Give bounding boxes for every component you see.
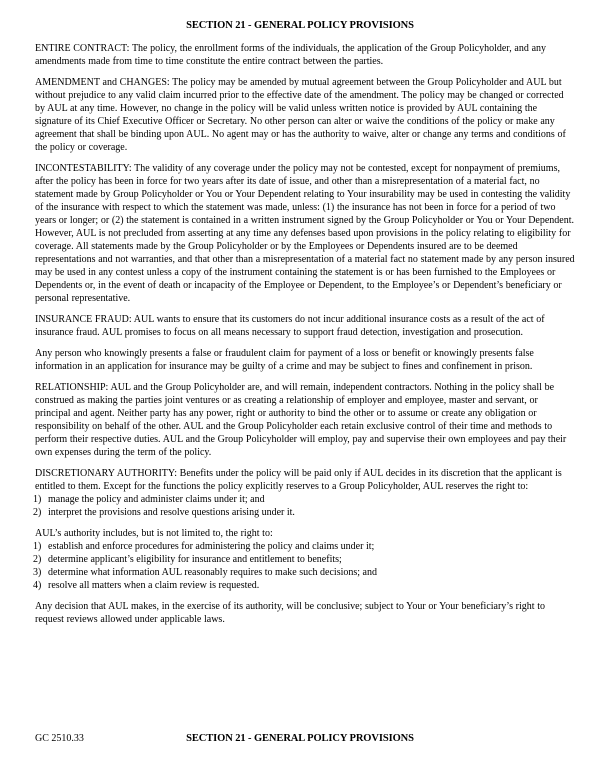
text-block: [35, 381, 576, 459]
paragraph: Any person who knowingly presents a false or fraudulent claim for payment of a loss or benefit or knowingly presents false information in an application for insurance may be guilty of a crime and may be subject to fines and confinement in prison.: [35, 348, 534, 372]
list-item: resolve all matters when a claim review is requested.: [48, 580, 260, 591]
paragraph: ENTIRE CONTRACT: The policy, the enrollment forms of the individuals, the application of the Group Policyholder, and any amendments made from time to time constitute the entire contract between the parties.: [35, 43, 547, 67]
text-block: [35, 76, 576, 154]
paragraph: DISCRETIONARY AUTHORITY: Benefits under the policy will be paid only if AUL decides in its discretion that the applicant is entitled to them. Except for the functions the policy explicitly reserves to a Group Policyholder, AUL reserves the right to:: [35, 468, 562, 492]
list-item: establish and enforce procedures for administering the policy and claims under it;: [48, 541, 375, 552]
footer-section-title: SECTION 21 - GENERAL POLICY PROVISIONS: [186, 733, 414, 744]
numbered-list: [35, 540, 576, 592]
text-block: [35, 467, 576, 519]
text-block: [35, 162, 576, 305]
paragraph: INSURANCE FRAUD: AUL wants to ensure that its customers do not incur additional insurance costs as a result of the act of insurance fraud. AUL promises to focus on all means necessary to support fraud detection, investigation and prosecution.: [35, 314, 545, 338]
numbered-list: [35, 493, 576, 519]
list-item: interpret the provisions and resolve questions arising under it.: [48, 507, 295, 518]
page-title: SECTION 21 - GENERAL POLICY PROVISIONS: [186, 20, 414, 31]
paragraph: AUL’s authority includes, but is not limited to, the right to:: [35, 528, 273, 539]
list-item: manage the policy and administer claims under it; and: [48, 494, 265, 505]
document-body: [35, 42, 576, 634]
text-block: [35, 42, 576, 68]
text-block: [35, 527, 576, 592]
list-item: determine applicant’s eligibility for insurance and entitlement to benefits;: [48, 554, 342, 565]
form-number: GC 2510.33: [35, 733, 84, 744]
text-block: [35, 347, 576, 373]
text-block: [35, 600, 576, 626]
text-block: [35, 313, 576, 339]
paragraph: AMENDMENT and CHANGES: The policy may be amended by mutual agreement between the Group Policyholder and AUL but without prejudice to any valid claim incurred prior to the effective date of the amendment. The policy may be changed or corrected by AUL at any time. However, no change in the policy will be valid unless written notice is provided by AUL containing the signature of its Chief Executive Officer or Secretary. No other person can alter or waive the conditions of the policy or make any agreement that shall be binding upon AUL. No agent may or has the authority to waive, alter or change any terms and conditions of the policy or coverage.: [35, 77, 566, 153]
paragraph: RELATIONSHIP: AUL and the Group Policyholder are, and will remain, independent contractors. Nothing in the policy shall be construed as making the parties joint ventures or as creating a relationship of employer and employee, master and servant, or principal and agent. Neither party has any power, right or authority to bind the other or to assume or create any obligation or responsibility on behalf of the other. AUL and the Group Policyholder each retain exclusive control of their time and methods to perform their respective duties. AUL and the Group Policyholder will employ, pay and supervise their own employees and pay their own expenses during the term of the policy.: [35, 382, 567, 458]
paragraph: Any decision that AUL makes, in the exercise of its authority, will be conclusive; subject to Your or Your beneficiary’s right to request reviews allowed under applicable laws.: [35, 601, 546, 625]
document-footer: [0, 732, 600, 746]
list-item: determine what information AUL reasonably requires to make such decisions; and: [48, 567, 377, 578]
paragraph: INCONTESTABILITY: The validity of any coverage under the policy may not be contested, except for nonpayment of premiums, after the policy has been in force for two years after its date of issue, and other than a misrepresentation of a material fact, no statement made by Group Policyholder or You or Your Dependent relating to Your insurability may be used in contesting the validity of the insurance with respect to which the statement was made, unless: (1) the insurance has not been in force for a period of two years or longer; or (2) the statement is contained in a written instrument signed by the Group Policyholder or You or Your Dependent. However, AUL is not precluded from asserting at any time any defenses based upon provisions in the policy relating to eligibility for coverage. All statements made by the Group Policyholder or by the Employees or Dependents insured are to be deemed representations and not warranties, and that other than a misrepresentation of a material fact no statement made by any person insured may be used in any contest unless a copy of the instrument containing the statement is or has been furnished to the Employees or Dependents or, in the event of death or incapacity of the Employee or Dependent, to the Employee’s or Dependent’s beneficiary or personal representative.: [35, 163, 575, 304]
